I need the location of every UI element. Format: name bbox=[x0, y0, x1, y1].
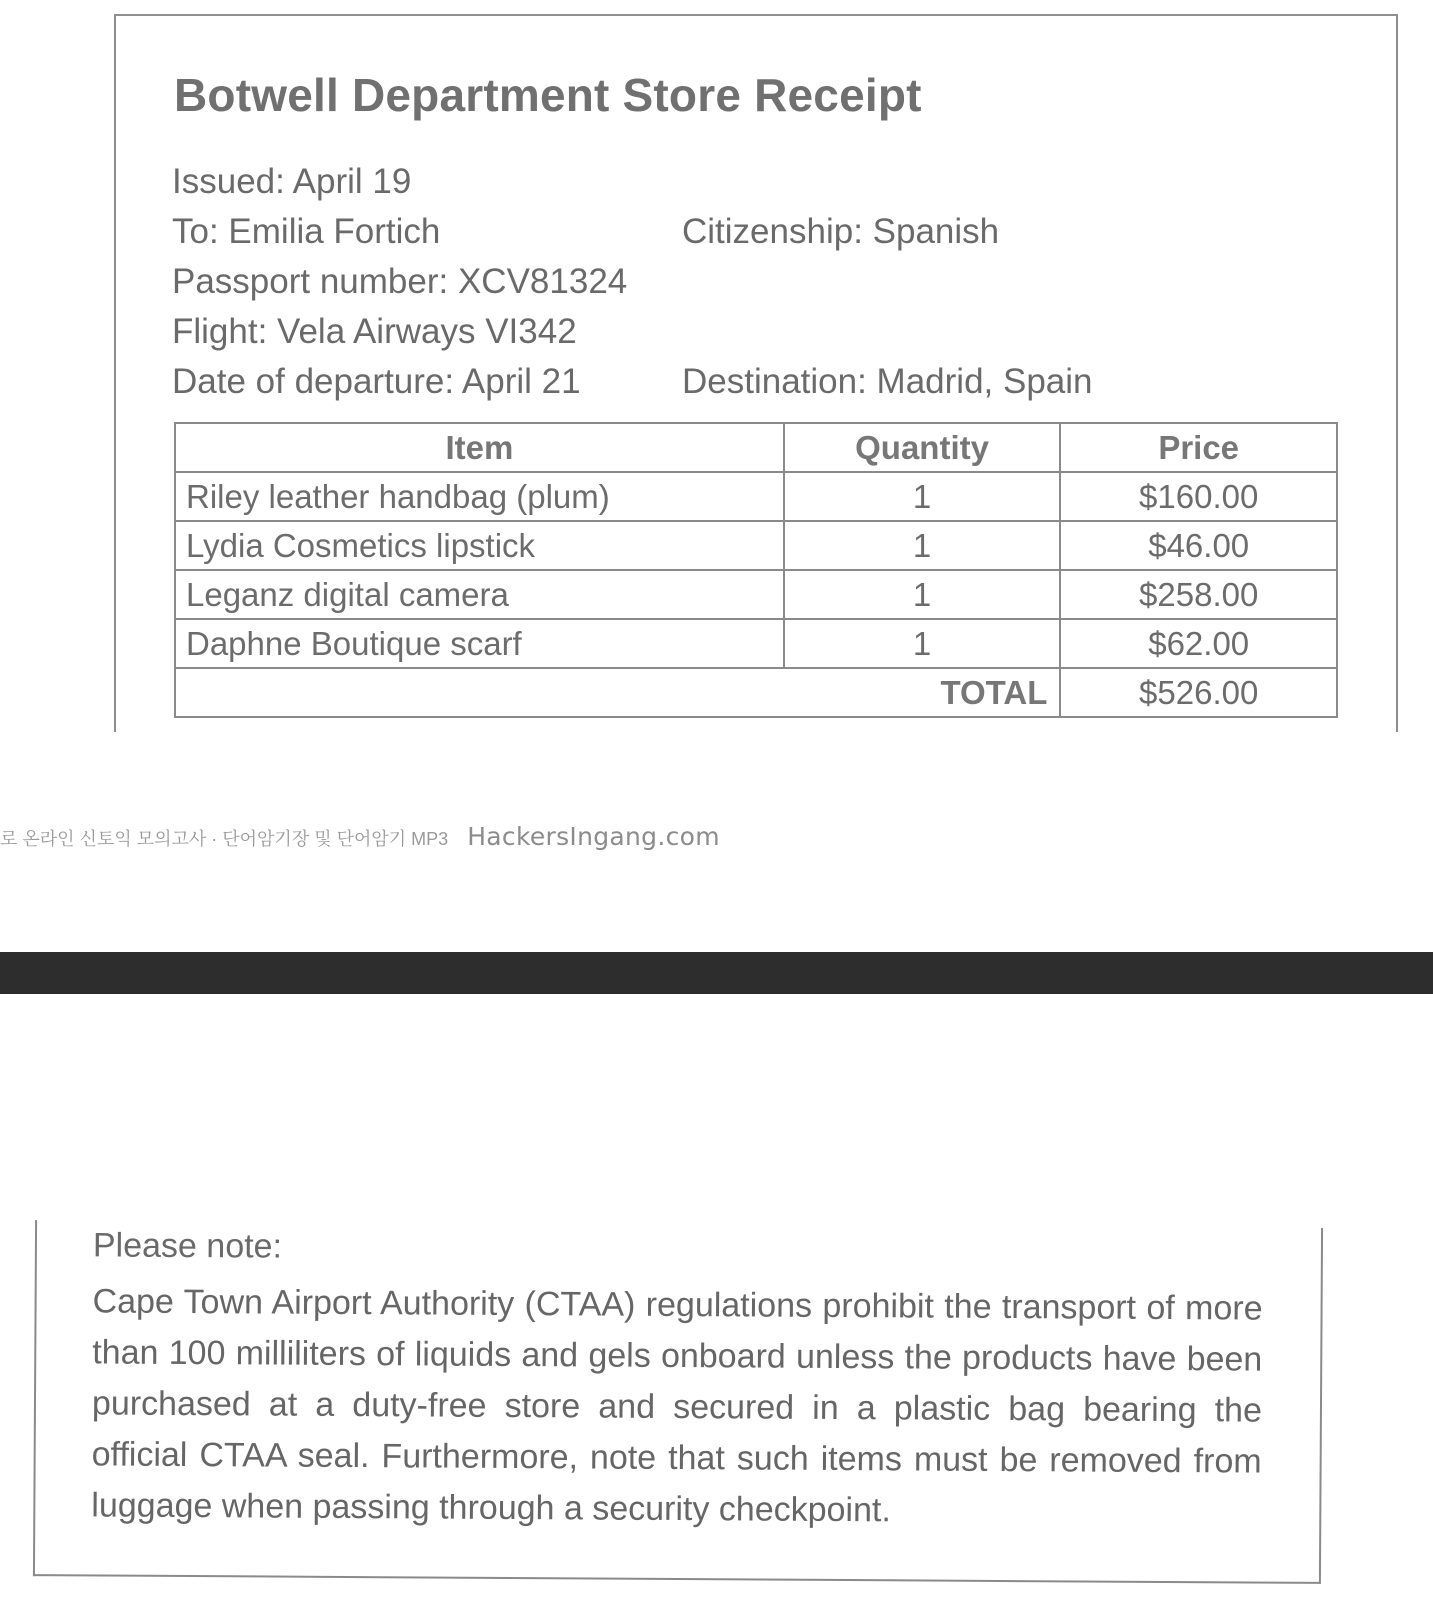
passport-number: Passport number: XCV81324 bbox=[172, 262, 628, 301]
footer-korean-text: 로 온라인 신토익 모의고사 · 단어암기장 및 단어암기 MP3 bbox=[0, 829, 449, 849]
footer-site-link[interactable]: HackersIngang.com bbox=[467, 822, 720, 851]
item-quantity: 1 bbox=[784, 570, 1061, 619]
note-panel bbox=[33, 1220, 1323, 1584]
destination: Destination: Madrid, Spain bbox=[682, 362, 1093, 401]
items-table bbox=[174, 422, 1338, 718]
column-header-item: Item bbox=[175, 423, 784, 472]
item-name: Riley leather handbag (plum) bbox=[175, 472, 784, 521]
total-row bbox=[175, 668, 1337, 717]
item-quantity: 1 bbox=[784, 619, 1061, 668]
table-row bbox=[175, 521, 1337, 570]
departure-date: Date of departure: April 21 bbox=[172, 362, 581, 401]
receipt-title: Botwell Department Store Receipt bbox=[174, 69, 922, 121]
item-price: $258.00 bbox=[1060, 570, 1337, 619]
table-row bbox=[175, 619, 1337, 668]
page-divider-band bbox=[0, 952, 1433, 994]
item-quantity: 1 bbox=[784, 472, 1061, 521]
column-header-quantity: Quantity bbox=[784, 423, 1061, 472]
table-row bbox=[175, 472, 1337, 521]
issued-date: Issued: April 19 bbox=[172, 162, 412, 201]
note-heading: Please note: bbox=[92, 1226, 283, 1266]
page-footer bbox=[0, 822, 720, 851]
citizenship: Citizenship: Spanish bbox=[682, 212, 1000, 251]
table-header-row bbox=[175, 423, 1337, 472]
receipt-panel bbox=[114, 14, 1398, 732]
item-name: Daphne Boutique scarf bbox=[175, 619, 784, 668]
flight-info: Flight: Vela Airways VI342 bbox=[172, 312, 577, 351]
total-label: TOTAL bbox=[784, 668, 1061, 717]
item-quantity: 1 bbox=[784, 521, 1061, 570]
item-name: Leganz digital camera bbox=[175, 570, 784, 619]
recipient-name: To: Emilia Fortich bbox=[172, 212, 441, 251]
total-blank-cell bbox=[175, 668, 784, 717]
item-name: Lydia Cosmetics lipstick bbox=[175, 521, 784, 570]
table-row bbox=[175, 570, 1337, 619]
item-price: $160.00 bbox=[1060, 472, 1337, 521]
total-value: $526.00 bbox=[1060, 668, 1337, 717]
item-price: $46.00 bbox=[1060, 521, 1337, 570]
item-price: $62.00 bbox=[1060, 619, 1337, 668]
column-header-price: Price bbox=[1060, 423, 1337, 472]
note-body: Cape Town Airport Authority (CTAA) regulations prohibit the transport of more than 100 milliliters of liquids and gels onboard unless the products have been purchased at a duty-free store and secured in a plastic bag bearing the official CTAA seal. Furthermore, note that such items must be removed from luggage when passing through a security checkpoint. bbox=[91, 1282, 1263, 1530]
